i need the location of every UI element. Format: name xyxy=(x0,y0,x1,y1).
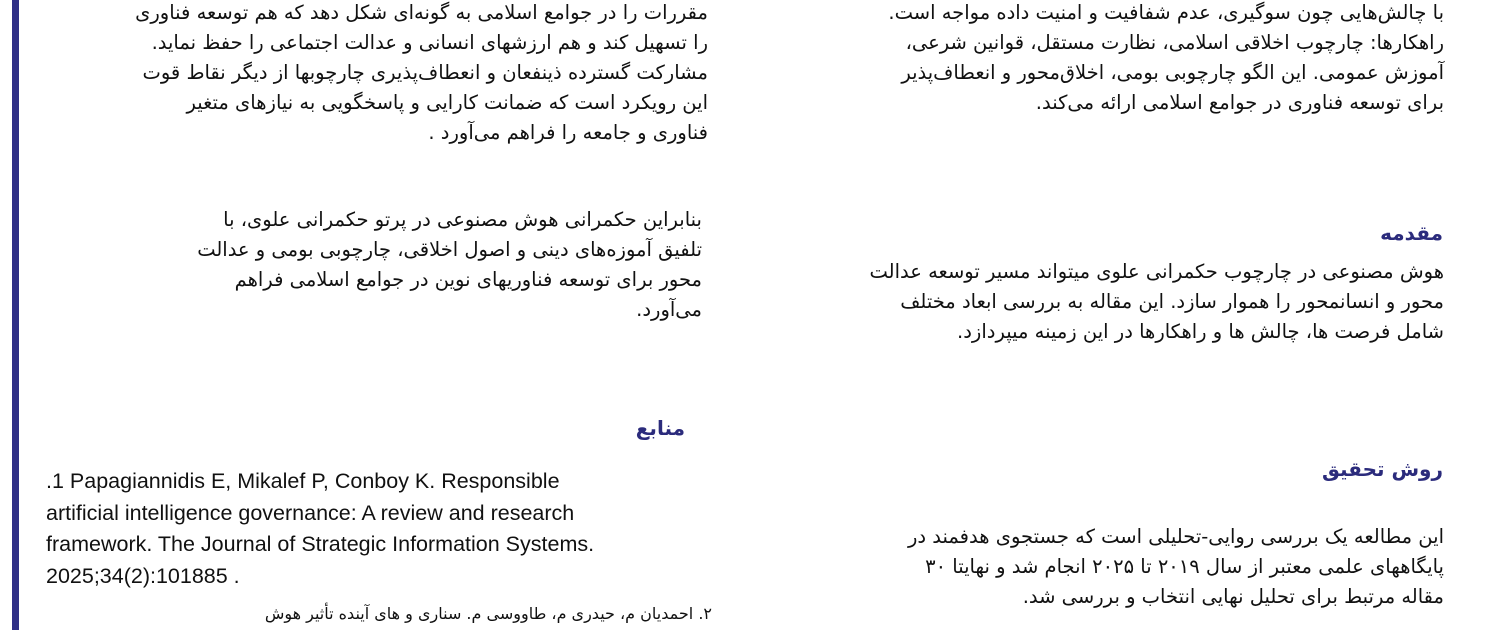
text-line: مشارکت گسترده ذینفعان و انعطاف‌پذیری چارچوبها از دیگر نقاط قوت xyxy=(142,61,708,84)
reference-item-1 xyxy=(46,466,706,592)
reference-line: 2025;34(2):101885 . xyxy=(46,563,240,588)
text-line: بنابراین حکمرانی هوش مصنوعی در پرتو حکمرانی علوی، با xyxy=(223,208,702,231)
text-line: محور برای توسعه فناوریهای نوین در جوامع اسلامی فراهم xyxy=(234,268,702,291)
text-line: آموزش عمومی. این الگو چارچوبی بومی، اخلاق‌محور و انعطاف‌پذیر xyxy=(901,61,1444,84)
text-line: هوش مصنوعی در چارچوب حکمرانی علوی میتواند مسیر توسعه عدالت xyxy=(869,260,1444,283)
text-line: را تسهیل کند و هم ارزشهای انسانی و عدالت اجتماعی را حفظ نماید. xyxy=(151,31,708,54)
discussion-continuation xyxy=(48,0,708,148)
text-line: مقاله مرتبط برای تحلیل نهایی انتخاب و بررسی شد. xyxy=(1022,585,1444,608)
text-line: شامل فرصت ها، چالش ها و راهکارها در این زمینه میپردازد. xyxy=(957,320,1444,343)
text-line: مقررات را در جوامع اسلامی به گونه‌ای شکل دهد که هم توسعه فناوری xyxy=(135,1,708,24)
text-line: محور و انسانمحور را هموار سازد. این مقاله به بررسی ابعاد مختلف xyxy=(900,290,1444,313)
text-line: این مطالعه یک بررسی روایی-تحلیلی است که جستجوی هدفمند در xyxy=(907,525,1444,548)
intro-paragraph xyxy=(790,257,1444,347)
text-line: پایگاههای علمی معتبر از سال ۲۰۱۹ تا ۲۰۲۵ انجام شد و نهایتا ۳۰ xyxy=(925,555,1444,578)
reference-item-2: ۲. احمدیان م، حیدری م، طاووسی م. سناری و های آینده تأثیر هوش xyxy=(264,604,712,623)
text-line: این رویکرد است که ضمانت کارایی و پاسخگویی به نیازهای متغیر xyxy=(186,91,708,114)
method-paragraph xyxy=(780,522,1444,612)
text-line: تلفیق آموزه‌های دینی و اصول اخلاقی، چارچوبی بومی و عدالت xyxy=(197,238,702,261)
text-line: برای توسعه فناوری در جوامع اسلامی ارائه می‌کند. xyxy=(1035,91,1444,114)
text-line: می‌آورد. xyxy=(636,298,702,321)
text-line: راهکارها: چارچوب اخلاقی اسلامی، نظارت مستقل، قوانین شرعی، xyxy=(905,31,1444,54)
conclusion-paragraph xyxy=(48,205,702,325)
abstract-continuation xyxy=(790,0,1444,118)
references-heading: منابع xyxy=(635,416,685,440)
reference-line: framework. The Journal of Strategic Information Systems. xyxy=(46,532,595,556)
text-line: با چالش‌هایی چون سوگیری، عدم شفافیت و امنیت داده مواجه است. xyxy=(888,1,1444,24)
text-line: فناوری و جامعه را فراهم می‌آورد . xyxy=(428,121,708,144)
intro-heading: مقدمه xyxy=(1380,221,1443,245)
reference-line: artificial intelligence governance: A review and research xyxy=(46,500,575,525)
method-heading: روش تحقیق xyxy=(1321,457,1443,481)
page-border-line xyxy=(12,0,19,630)
reference-line: .1 Papagiannidis E, Mikalef P, Conboy K. Responsible xyxy=(46,469,560,493)
